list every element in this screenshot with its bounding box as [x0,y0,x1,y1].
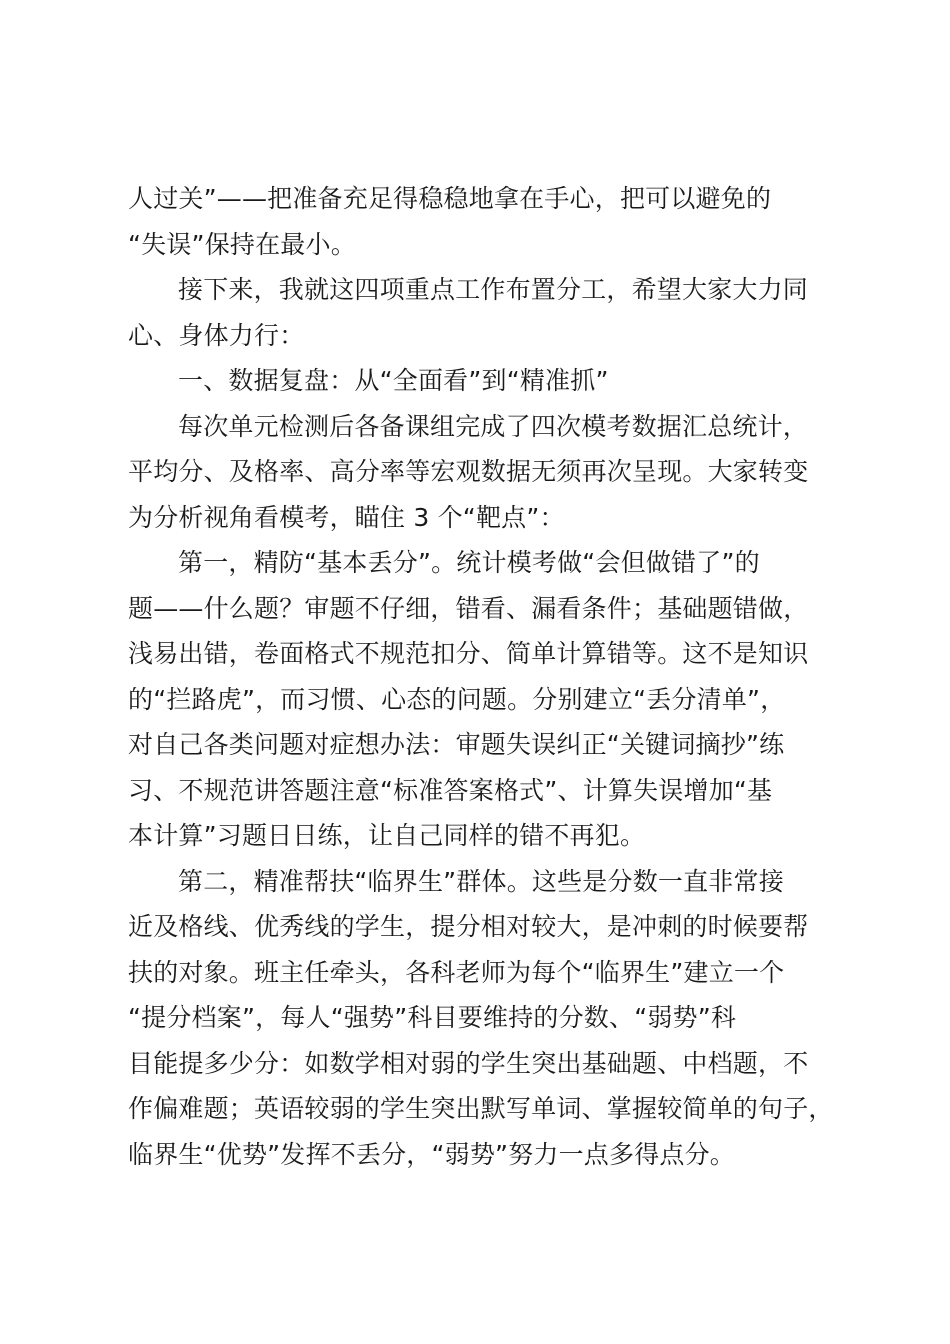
paragraph-first-line: 第一，精防“基本丢分”。统计模考做“会但做错了”的 [178,548,760,577]
text-line: 目能提多少分：如数学相对弱的学生突出基础题、中档题，不 [128,1048,809,1078]
document-body [128,176,840,1177]
text-line: 心、身体力行： [128,320,305,350]
text-line: 习、不规范讲答题注意“标准答案格式”、计算失误增加“基 [128,775,773,805]
paragraph-first-line: 每次单元检测后各备课组完成了四次模考数据汇总统计， [178,411,809,441]
text-line: 平均分、及格率、高分率等宏观数据无须再次呈现。大家转变 [128,457,809,486]
text-line: 近及格线、优秀线的学生，提分相对较大，是冲刺的时候要帮 [128,912,809,941]
paragraph-first-line: 接下来，我就这四项重点工作布置分工，希望大家大力同 [178,275,809,304]
text-line: 本计算”习题日日练，让自己同样的错不再犯。 [128,821,646,850]
paragraph-first-line: 第二，精准帮扶“临界生”群体。这些是分数一直非常接 [178,866,784,896]
section-heading: 一、数据复盘：从“全面看”到“精准抓” [178,366,609,395]
text-line: 临界生“优势”发挥不丢分，“弱势”努力一点多得点分。 [128,1139,736,1169]
text-line: 的“拦路虎”，而习惯、心态的问题。分别建立“丢分清单”， [128,684,786,714]
text-line: 浅易出错，卷面格式不规范扣分、简单计算错等。这不是知识 [128,639,809,668]
text-line: 为分析视角看模考，瞄住 3 个“靶点”： [128,502,565,532]
text-line: 对自己各类问题对症想办法：审题失误纠正“关键词摘抄”练 [128,730,785,759]
text-line: 扶的对象。班主任牵头，各科老师为每个“临界生”建立一个 [128,957,785,987]
text-line: 题——什么题？审题不仔细，错看、漏看条件；基础题错做， [128,593,809,623]
text-line: 人过关”——把准备充足得稳稳地拿在手心，把可以避免的 [128,184,772,213]
text-line: “失误”保持在最小。 [128,229,356,259]
text-line: 作偏难题；英语较弱的学生突出默写单词、掌握较简单的句子， [128,1094,834,1123]
text-line: “提分档案”，每人“强势”科目要维持的分数、“弱势”科 [128,1003,737,1032]
